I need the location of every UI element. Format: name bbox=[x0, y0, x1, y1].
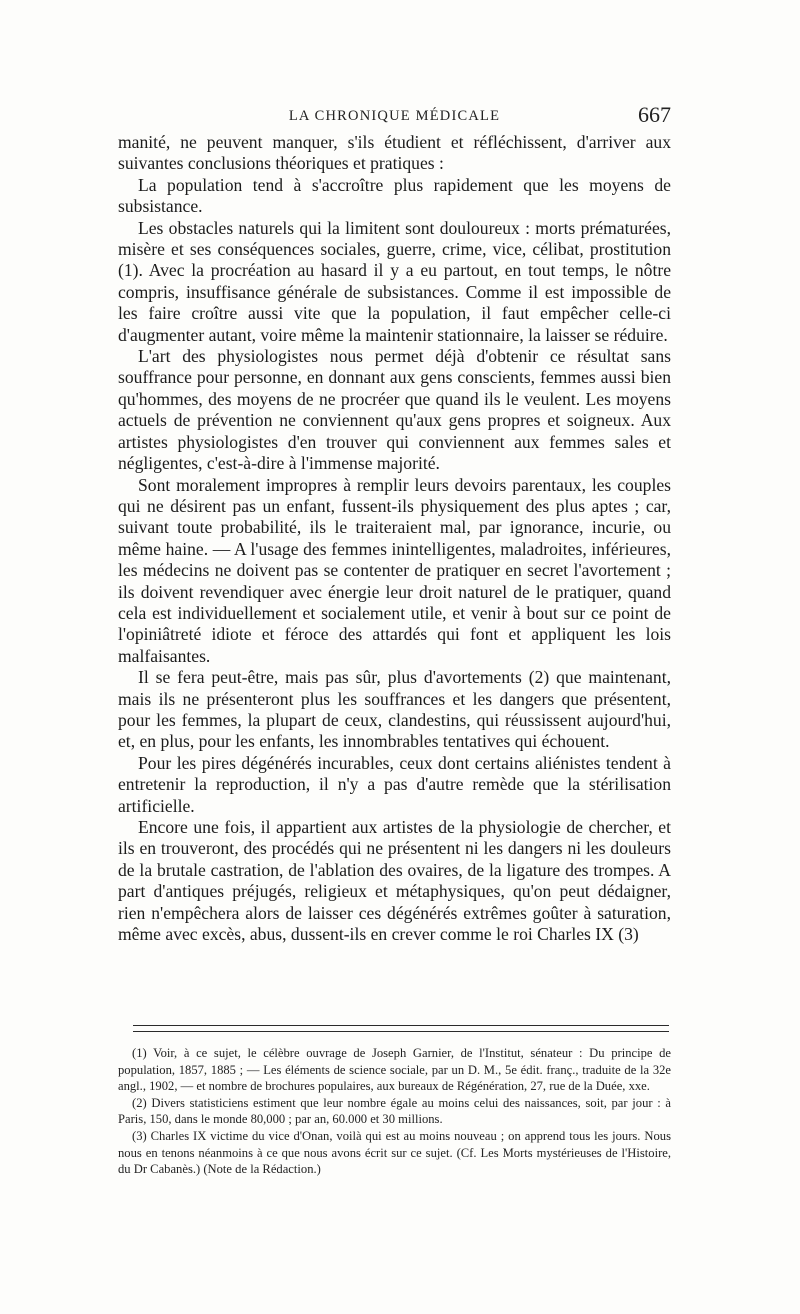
paragraph: Encore une fois, il appartient aux artistes de la physiologie de chercher, et ils en trouveront, des procédés qui ne présentent ni les dangers ni les douleurs de la brutale castration, de l'ablation des ovaires, de la ligature des trompes. A part d'antiques préjugés, religieux et métaphysiques, qu'on peut dédaigner, rien n'empêchera alors de laisser ces dégénérés extrêmes goûter à saturation, même avec excès, abus, dussent-ils en crever comme le roi Charles IX (3) bbox=[118, 817, 671, 945]
paragraph: Sont moralement impropres à remplir leurs devoirs parentaux, les couples qui ne désirent pas un enfant, fussent-ils physiquement des plus aptes ; car, suivant toute probabilité, ils le traiteraient mal, par ignorance, incurie, ou même haine. — A l'usage des femmes inintelligentes, maladroites, inférieures, les médecins ne doivent pas se contenter de pratiquer en secret l'avortement ; ils doivent revendiquer avec énergie leur droit naturel de le pratiquer, quand cela est individuellement et socialement utile, et venir à bout sur ce point de l'opiniâtreté idiote et féroce des attardés qui font et appliquent les lois malfaisantes. bbox=[118, 474, 671, 666]
paragraph: Les obstacles naturels qui la limitent sont douloureux : morts prématurées, misère et ses conséquences sociales, guerre, crime, vice, célibat, prostitution (1). Avec la procréation au hasard il y a eu partout, en tout temps, le nôtre compris, insuffisance générale de subsistances. Comme il est impossible de les faire croître aussi vite que la population, il faut empêcher celle-ci d'augmenter autant, voire même la maintenir stationnaire, la laisser se réduire. bbox=[118, 217, 671, 345]
footnote: (3) Charles IX victime du vice d'Onan, voilà qui est au moins nouveau ; on apprend tous les jours. Nous nous en tenons néanmoins à ce que nous avons écrit sur ce sujet. (Cf. Les Morts mystérieuses de l'Histoire, du Dr Cabanès.) (Note de la Rédaction.) bbox=[118, 1128, 671, 1177]
paragraph: Pour les pires dégénérés incurables, ceux dont certains aliénistes tendent à entretenir la reproduction, il n'y a pas d'autre remède que la stérilisation artificielle. bbox=[118, 752, 671, 816]
paragraph: manité, ne peuvent manquer, s'ils étudient et réfléchissent, d'arriver aux suivantes conclusions théoriques et pratiques : bbox=[118, 132, 671, 174]
footnote: (1) Voir, à ce sujet, le célèbre ouvrage de Joseph Garnier, de l'Institut, sénateur : Du principe de population, 1857, 1885 ; — Les éléments de science sociale, par un D. M., 5e édit. franç., traduite de la 32e angl., 1902, — et nombre de brochures populaires, aux bureaux de Régénération, 27, rue de la Duée, xxe. bbox=[118, 1046, 671, 1094]
paragraph: La population tend à s'accroître plus rapidement que les moyens de subsistance. bbox=[118, 174, 671, 217]
page-header bbox=[118, 102, 671, 130]
footnote: (2) Divers statisticiens estiment que leur nombre égale au moins celui des naissances, soit, par jour : à Paris, 150, dans le monde 80,000 ; par an, 60.000 et 30 millions. bbox=[118, 1095, 671, 1127]
running-title: LA CHRONIQUE MÉDICALE bbox=[288, 108, 501, 124]
footnote-divider bbox=[133, 1031, 669, 1032]
paragraph: L'art des physiologistes nous permet déjà d'obtenir ce résultat sans souffrance pour personne, en donnant aux gens conscients, femmes aussi bien qu'hommes, des moyens de ne procréer que quand ils le veulent. Les moyens actuels de prévention ne conviennent qu'aux gens propres et soigneux. Aux artistes physiologistes d'en trouver qui conviennent aux femmes sales et négligentes, c'est-à-dire à l'immense majorité. bbox=[118, 346, 671, 474]
footnote-divider bbox=[133, 1025, 669, 1026]
body-text bbox=[118, 132, 671, 945]
paragraph: Il se fera peut-être, mais pas sûr, plus d'avortements (2) que maintenant, mais ils ne présenteront plus les souffrances et les dangers que présentent, pour les femmes, la plupart de ceux, clandestins, qui réussissent aujourd'hui, et, en plus, pour les enfants, les innombrables tentatives qui échouent. bbox=[118, 667, 671, 752]
footnotes bbox=[118, 1045, 671, 1178]
page-number: 667 bbox=[638, 102, 671, 127]
